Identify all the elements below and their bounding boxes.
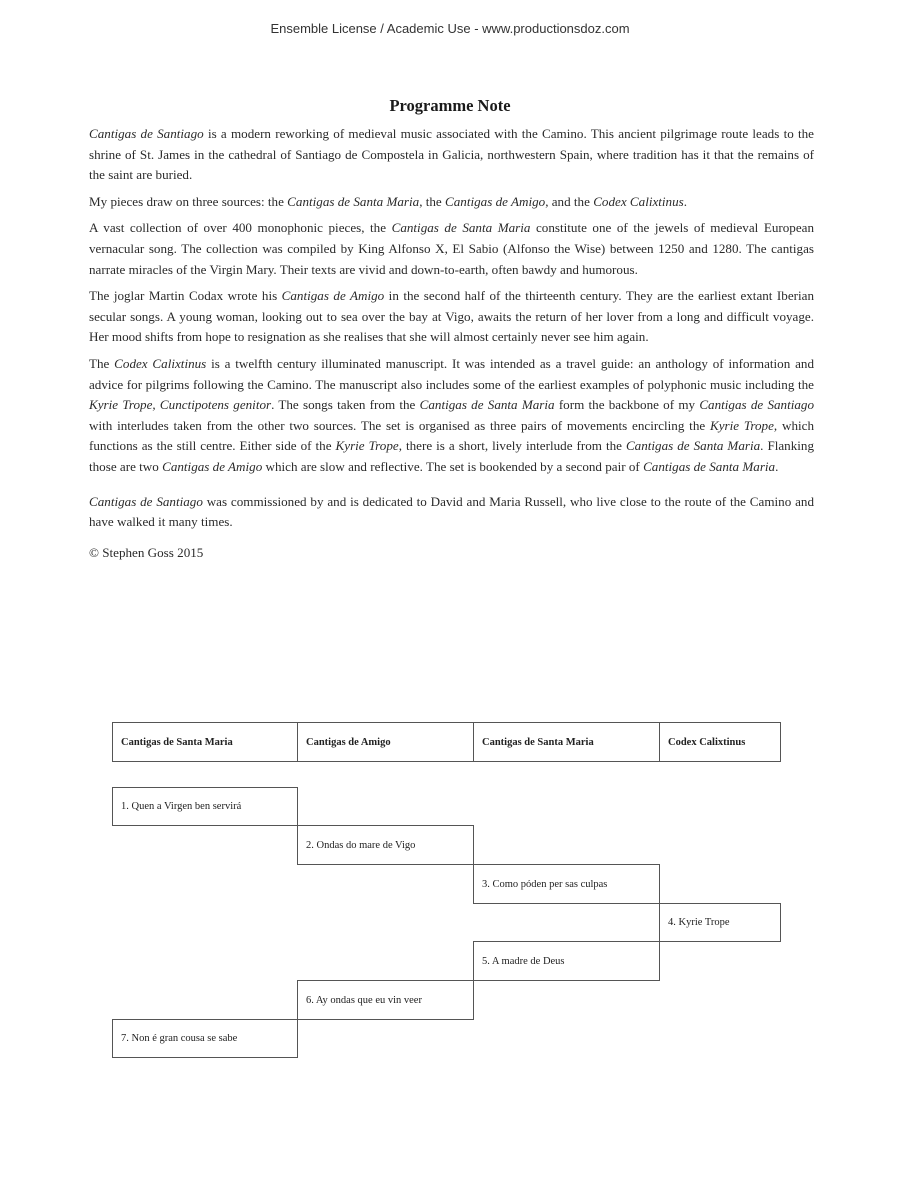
paragraph-dedication: Cantigas de Santiago was commissioned by and is dedicated to David and Maria Russell, who live close to the route of the Camino and have walked it many times. [89,493,814,530]
movement-3: 3. Como póden per sas culpas [473,864,660,904]
paragraph-intro: Cantigas de Santiago is a modern reworking of medieval music associated with the Camino. This ancient pilgrimage route leads to the shrine of St. James in the cathedral of Santiago de Compostela in Galicia, northwestern Spain, where tradition has it that the remains of the saint are buried. [89,126,814,183]
column-header-codex: Codex Calixtinus [659,722,781,762]
column-header-santa-maria-1: Cantigas de Santa Maria [112,722,298,762]
paragraph-codex: The Codex Calixtinus is a twelfth century illuminated manuscript. It was intended as a travel guide: an anthology of information and advice for pilgrims following the Camino. The manuscript also includes some of the earliest examples of polyphonic music including the Kyrie Trope, Cunctipotens genitor. The songs taken from the Cantigas de Santa Maria form the backbone of my Cantigas de Santiago with interludes taken from the other two sources. The set is organised as three pairs of movements encircling the Kyrie Trope, which functions as the still centre. Either side of the Kyrie Trope, there is a short, lively interlude from the Cantigas de Santa Maria. Flanking those are two Cantigas de Amigo which are slow and reflective. The set is bookended by a second pair of Cantigas de Santa Maria. [89,355,815,474]
movement-5: 5. A madre de Deus [473,941,660,981]
movement-4: 4. Kyrie Trope [659,903,781,942]
movement-1: 1. Quen a Virgen ben servirá [112,787,298,826]
movement-7: 7. Non é gran cousa se sabe [112,1019,298,1058]
paragraph-santa-maria: A vast collection of over 400 monophonic pieces, the Cantigas de Santa Maria constitute one of the jewels of medieval European vernacular song. The collection was compiled by King Alfonso X, El Sabio (Alfonso the Wise) between 1250 and 1280. The cantigas narrate miracles of the Virgin Mary. Their texts are vivid and down-to-earth, often bawdy and humorous. [89,220,814,277]
column-header-santa-maria-2: Cantigas de Santa Maria [473,722,660,762]
column-header-amigo: Cantigas de Amigo [297,722,474,762]
page-title: Programme Note [389,96,511,115]
paragraph-amigo: The joglar Martin Codax wrote his Cantigas de Amigo in the second half of the thirteenth century. They are the earliest extant Iberian secular songs. A young woman, looking out to sea over the bay at Vigo, awaits the return of her lover from a long and difficult voyage. Her mood shifts from hope to resignation as she realises that she will almost certainly never see him again. [89,288,814,345]
paragraph-sources: My pieces draw on three sources: the Cantigas de Santa Maria, the Cantigas de Amigo, and the Codex Calixtinus. [89,193,688,209]
movement-2: 2. Ondas do mare de Vigo [297,825,474,865]
license-header: Ensemble License / Academic Use - www.productionsdoz.com [270,21,630,36]
movement-6: 6. Ay ondas que eu vin veer [297,980,474,1020]
programme-note-body [89,124,814,569]
copyright: © Stephen Goss 2015 [89,544,204,560]
